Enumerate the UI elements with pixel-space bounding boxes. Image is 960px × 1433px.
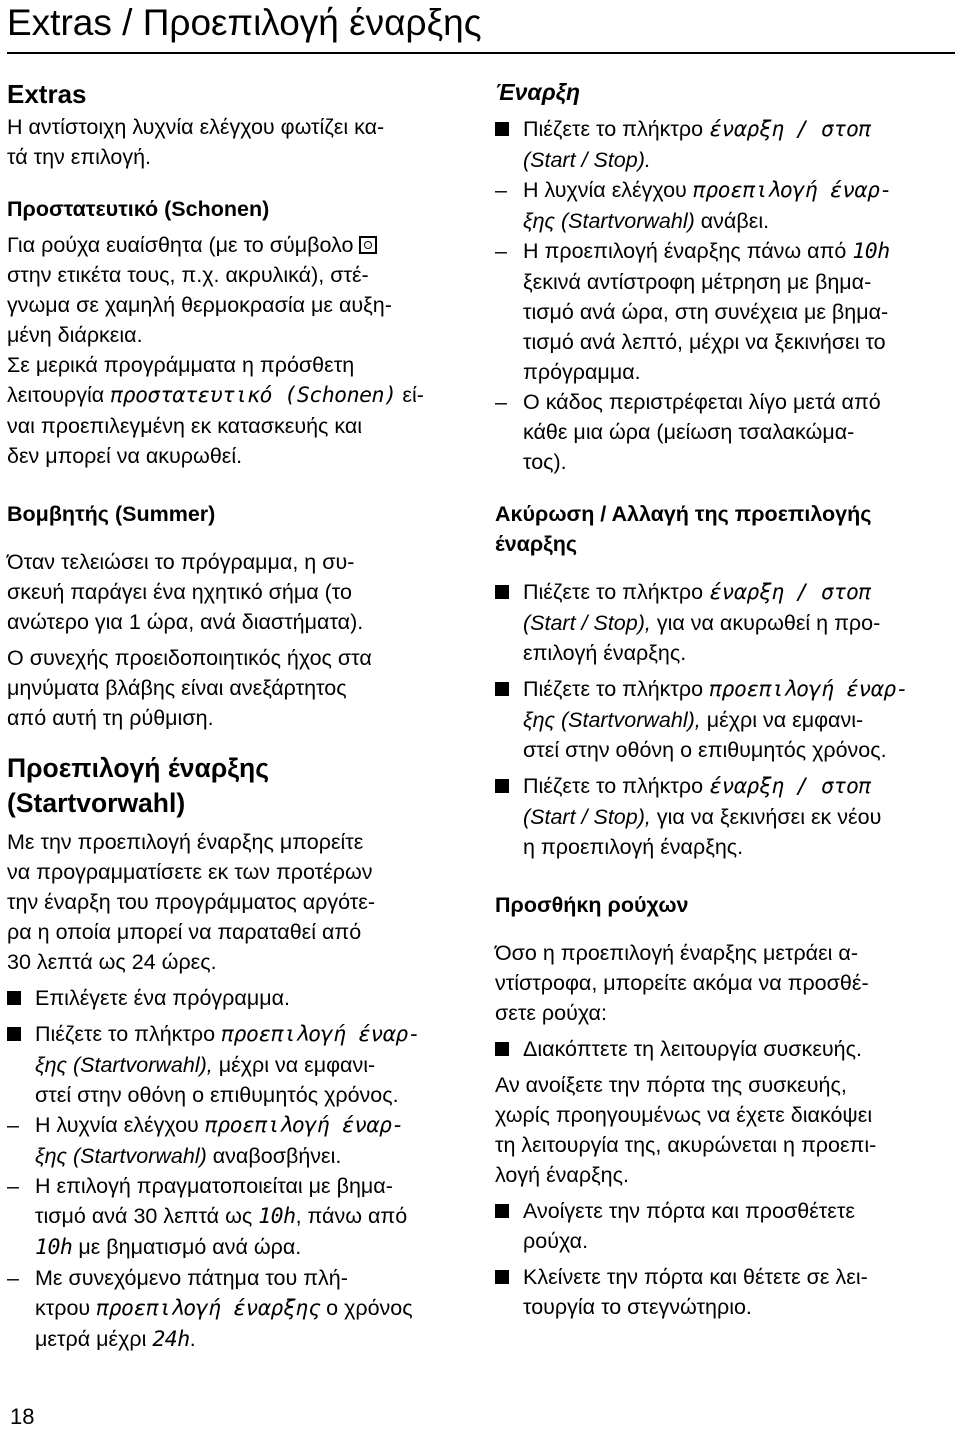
list-item: – Η λυχνία ελέγχου προεπιλογή έναρ- ξης (Startvorwahl) αναβοσβήνει. [7,1110,469,1171]
dash-icon: – [495,239,507,263]
page-number: 18 [10,1404,35,1429]
page-title: Extras / Προεπιλογή έναρξης [7,2,482,43]
square-bullet-icon [7,1027,21,1041]
list-item: Πιέζετε το πλήκτρο προεπιλογή έναρ- ξης (Startvorwahl), μέχρι να εμφανι- στεί στην οθόνη ο επιθυμητός χρόνος. [495,674,953,765]
list-item: – Η επιλογή πραγματοποιείται με βημα- τισμό ανά 30 λεπτά ως 10h, πάνω από 10h με βηματισμό ανά ώρα. [7,1171,469,1263]
header-divider [7,52,955,54]
start-heading: Έναρξη [495,79,581,105]
left-column [7,76,469,1355]
square-bullet-icon [495,779,509,793]
square-bullet-icon [495,682,509,696]
dash-icon: – [7,1174,19,1198]
list-item: Πιέζετε το πλήκτρο έναρξη / στοπ (Start / Stop), για να ξεκινήσει εκ νέου η προεπιλογή έναρξης. [495,771,953,862]
list-item: Επιλέγετε ένα πρόγραμμα. [7,983,469,1013]
list-item: Κλείνετε την πόρτα και θέτετε σε λει- τουργία το στεγνώτηριο. [495,1262,953,1322]
schonen-paragraph-1: Για ρούχα ευαίσθητα (με το σύμβολο στην ετικέτα τους, π.χ. ακρυλικά), στέ- γνωμα σε χαμηλή θερμοκρασία με αυξη- μένη διάρκεια. [7,233,392,347]
extras-text: Η αντίστοιχη λυχνία ελέγχου φωτίζει κα- τά την επιλογή. [7,115,385,169]
extras-heading: Extras [7,79,87,109]
schonen-paragraph-2: Σε μερικά προγράμματα η πρόσθετη λειτουργία προστατευτικό (Schonen) εί- ναι προεπιλεγμένη εκ κατασκευής και δεν μπορεί να ακυρωθεί. [7,353,424,468]
dash-icon: – [495,390,507,414]
add-laundry-paragraph-1: Όσο η προεπιλογή έναρξης μετράει α- ντίστροφα, μπορείτε ακόμα να προσθέ- σετε ρούχα: [495,941,869,1025]
dash-icon: – [7,1113,19,1137]
list-item: Πιέζετε το πλήκτρο έναρξη / στοπ (Start / Stop). [495,114,953,175]
list-item: Πιέζετε το πλήκτρο έναρξη / στοπ (Start / Stop), για να ακυρωθεί η προ- επιλογή έναρξης. [495,577,953,668]
list-item: Ανοίγετε την πόρτα και προσθέτετε ρούχα. [495,1196,953,1256]
summer-paragraph-1: Όταν τελειώσει το πρόγραμμα, η συ- σκευή παράγει ένα ηχητικό σήμα (το ανώτερο για 1 ώρα, ανά διαστήματα). [7,550,364,634]
right-column [495,76,953,1322]
schonen-heading: Προστατευτικό (Schonen) [7,197,270,221]
gentle-care-symbol-icon [359,236,377,254]
startvorwahl-heading: Προεπιλογή έναρξης (Startvorwahl) [7,753,269,818]
list-item: – Η προεπιλογή έναρξης πάνω από 10h ξεκινά αντίστροφη μέτρηση με βημα- τισμό ανά ώρα, στη συνέχεια με βημα- τισμό ανά λεπτό, μέχρι να ξεκινήσει το πρόγραμμα. [495,236,953,387]
list-item: – Με συνεχόμενο πάτημα του πλή- κτρου προεπιλογή έναρξης ο χρόνος μετρά μέχρι 24h. [7,1263,469,1355]
add-laundry-paragraph-2: Αν ανοίξετε την πόρτα της συσκευής, χωρίς προηγουμένως να έχετε διακόψει τη λειτουργία της, ακυρώνεται η προεπι- λογή έναρξης. [495,1073,877,1187]
list-item: – Ο κάδος περιστρέφεται λίγο μετά από κάθε μια ώρα (μείωση τσαλακώμα- τος). [495,387,953,477]
dash-icon: – [495,178,507,202]
square-bullet-icon [495,585,509,599]
summer-heading: Βομβητής (Summer) [7,502,216,526]
square-bullet-icon [495,1204,509,1218]
square-bullet-icon [495,1042,509,1056]
dash-icon: – [7,1266,19,1290]
summer-paragraph-2: Ο συνεχής προειδοποιητικός ήχος στα μηνύματα βλάβης είναι ανεξάρτητος από αυτή τη ρύθμιση. [7,646,372,730]
square-bullet-icon [495,122,509,136]
startvorwahl-intro: Με την προεπιλογή έναρξης μπορείτε να προγραμματίσετε εκ των προτέρων την έναρξη του προγράμματος αργότε- ρα η οποία μπορεί να παραταθεί από 30 λεπτά ως 24 ώρες. [7,830,376,974]
list-item: Πιέζετε το πλήκτρο προεπιλογή έναρ- ξης (Startvorwahl), μέχρι να εμφανι- στεί στην οθόνη ο επιθυμητός χρόνος. [7,1019,469,1110]
square-bullet-icon [495,1270,509,1284]
add-laundry-heading: Προσθήκη ρούχων [495,893,689,917]
square-bullet-icon [7,991,21,1005]
cancel-heading: Ακύρωση / Αλλαγή της προεπιλογής έναρξης [495,502,872,556]
list-item: – Η λυχνία ελέγχου προεπιλογή έναρ- ξης (Startvorwahl) ανάβει. [495,175,953,236]
list-item: Διακόπτετε τη λειτουργία συσκευής. [495,1034,953,1064]
